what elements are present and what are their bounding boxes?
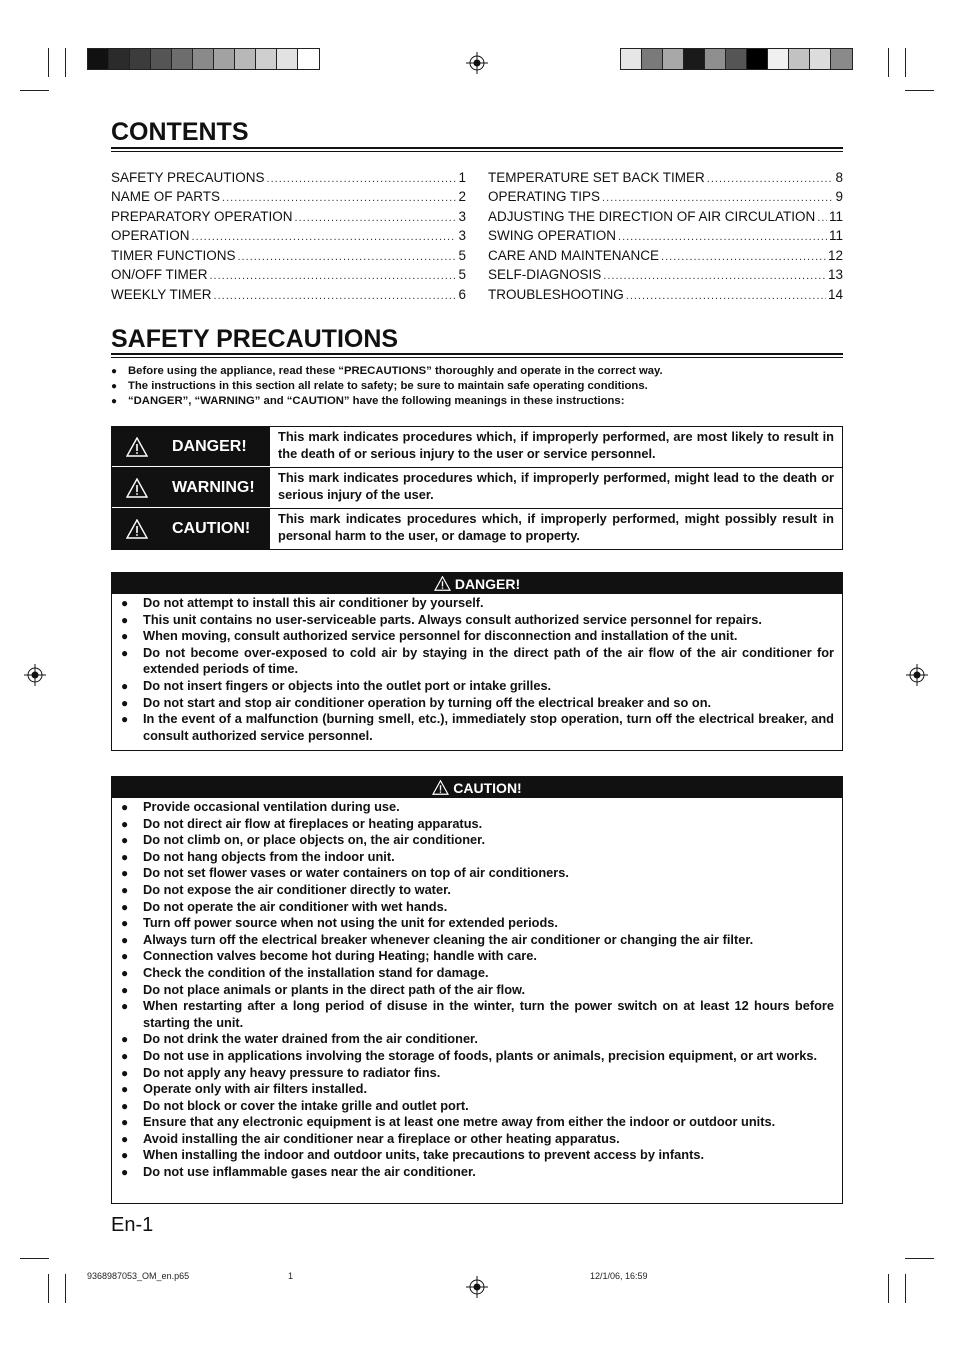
warning-triangle-icon (126, 478, 148, 498)
list-item (120, 695, 834, 712)
definition-label: WARNING! (172, 478, 255, 496)
warning-triangle-icon (432, 780, 449, 795)
registration-mark-icon (466, 1276, 488, 1298)
list-item (120, 1081, 834, 1098)
title-rule (111, 353, 843, 355)
color-swatch (663, 49, 684, 69)
list-item-text: When moving, consult authorized service personnel for disconnection and installation of the unit. (143, 628, 738, 644)
list-item (120, 816, 834, 833)
color-swatch (298, 49, 319, 69)
list-item (120, 915, 834, 932)
danger-list (112, 594, 842, 744)
crop-mark (905, 1258, 934, 1259)
toc-entry[interactable] (488, 243, 843, 263)
list-item-text: In the event of a malfunction (burning smell, etc.), immediately stop operation, turn off the electrical breaker, and consult authorized service personnel. (143, 711, 834, 743)
list-item-text: Operate only with air filters installed. (143, 1081, 368, 1097)
toc-leader-dots (295, 212, 457, 224)
definition-text: This mark indicates procedures which, if improperly performed, might lead to the death or serious injury of the user. (278, 470, 834, 502)
definition-text: This mark indicates procedures which, if improperly performed, are most likely to result in the death of or serious injury to the user or service personnel. (278, 429, 834, 461)
list-item-text: Provide occasional ventilation during use. (143, 799, 400, 814)
toc-entry-label: OPERATING TIPS (488, 189, 601, 204)
bullet-icon: ● (121, 1131, 129, 1146)
crop-mark (888, 48, 889, 77)
list-item-text: Do not set flower vases or water containers on top of air conditioners. (143, 865, 569, 881)
hazard-definitions-table (111, 426, 843, 550)
toc-entry[interactable] (111, 224, 466, 244)
toc-entry-page: 3 (458, 228, 466, 243)
list-item (120, 1114, 834, 1131)
list-item (120, 932, 834, 949)
toc-entry[interactable] (111, 165, 466, 185)
bullet-icon: ● (121, 866, 129, 881)
definition-row-caution (112, 509, 842, 549)
bullet-icon: ● (121, 712, 129, 727)
footer-page: 1 (288, 1271, 294, 1281)
color-swatch (684, 49, 705, 69)
bullet-icon: ● (121, 1048, 129, 1063)
definition-label: CAUTION! (172, 520, 251, 537)
bullet-icon: ● (121, 1098, 129, 1113)
intro-item: ● “DANGER”, “WARNING” and “CAUTION” have the following meanings in these instructions: (111, 395, 625, 408)
toc-leader-dots (222, 192, 456, 204)
toc-entry-page: 2 (458, 189, 466, 204)
bullet-icon: ● (121, 678, 129, 693)
toc-entry-page: 5 (458, 247, 466, 263)
title-rule (111, 147, 843, 149)
color-swatch (789, 49, 810, 69)
list-item-text: This unit contains no user-serviceable parts. Always consult authorized service personnel for repairs. (143, 611, 762, 627)
list-item (120, 1048, 834, 1065)
bullet-icon: ● (121, 999, 129, 1014)
toc-entry-page: 8 (835, 169, 843, 185)
list-item (120, 982, 834, 999)
list-item (120, 595, 834, 612)
list-item (120, 1065, 834, 1082)
intro-item: ● The instructions in this section all relate to safety; be sure to maintain safe operating conditions. (111, 380, 648, 393)
bullet-icon: ● (121, 1082, 129, 1097)
crop-mark (905, 48, 906, 77)
registration-mark-icon (466, 52, 488, 74)
list-item (120, 612, 834, 629)
list-item-text: Do not block or cover the intake grille and outlet port. (143, 1097, 469, 1113)
bullet-icon: ● (121, 1115, 129, 1130)
toc-leader-dots (238, 251, 457, 263)
toc-entry-page: 5 (458, 267, 466, 282)
list-item-text: Do not direct air flow at fireplaces or heating apparatus. (143, 815, 483, 831)
toc-entry[interactable] (488, 224, 843, 244)
toc-leader-dots (602, 192, 833, 204)
toc-entry-label: SELF-DIAGNOSIS (488, 267, 602, 282)
toc-entry-label: SWING OPERATION (488, 228, 617, 243)
toc-entry-page: 14 (827, 286, 843, 302)
danger-box (111, 572, 843, 751)
toc-entry-label: NAME OF PARTS (111, 189, 221, 204)
list-item (120, 865, 834, 882)
toc-entry-label: TROUBLESHOOTING (488, 286, 624, 302)
bullet-icon: ● (121, 612, 129, 627)
toc-entry-page: 13 (827, 267, 843, 282)
list-item (120, 965, 834, 982)
danger-box-heading: DANGER! (112, 573, 842, 594)
toc-entry-label: ON/OFF TIMER (111, 267, 208, 282)
toc-entry[interactable] (488, 204, 843, 224)
toc-entry[interactable] (111, 243, 466, 263)
color-swatch (235, 49, 256, 69)
toc-entry-label: TEMPERATURE SET BACK TIMER (488, 169, 705, 185)
toc-leader-dots (817, 212, 827, 224)
color-swatch (705, 49, 726, 69)
intro-item: ● Before using the appliance, read these “PRECAUTIONS” thoroughly and operate in the correct way. (111, 365, 663, 377)
list-item (120, 882, 834, 899)
caution-box-heading: CAUTION! (112, 777, 842, 798)
crop-mark (48, 48, 49, 77)
color-swatch (726, 49, 747, 69)
bullet-icon: ● (121, 982, 129, 997)
crop-mark (20, 1258, 49, 1259)
list-item (120, 1031, 834, 1048)
list-item (120, 799, 834, 816)
color-swatch (88, 49, 109, 69)
title-rule (111, 151, 843, 152)
caution-list (112, 798, 842, 1181)
toc-leader-dots (192, 231, 457, 243)
bullet-icon: ● (121, 916, 129, 931)
safety-title: SAFETY PRECAUTIONS (111, 325, 399, 353)
color-swatch (214, 49, 235, 69)
bullet-icon: ● (121, 1032, 129, 1047)
color-swatch (256, 49, 277, 69)
toc-leader-dots (618, 231, 827, 243)
list-item-text: Do not operate the air conditioner with wet hands. (143, 898, 448, 914)
color-swatch (277, 49, 298, 69)
crop-mark (65, 1274, 66, 1303)
definition-text: This mark indicates procedures which, if improperly performed, might possibly result in personal harm to the user, or damage to property. (278, 511, 834, 543)
color-swatch (768, 49, 789, 69)
definition-row-warning (112, 468, 842, 509)
toc-entry[interactable] (488, 282, 843, 302)
list-item-text: Do not insert fingers or objects into the outlet port or intake grilles. (143, 677, 552, 693)
toc-entry-label: OPERATION (111, 228, 190, 243)
bullet-icon: ● (121, 1148, 129, 1163)
crop-mark (888, 1274, 889, 1303)
list-item (120, 1164, 834, 1181)
contents-title: CONTENTS (111, 118, 249, 146)
toc-entry[interactable] (111, 282, 466, 302)
list-item-text: Do not drink the water drained from the air conditioner. (143, 1031, 478, 1047)
toc-entry[interactable] (111, 185, 466, 205)
list-item (120, 678, 834, 695)
footer-file: 9368987053_OM_en.p65 (87, 1271, 190, 1281)
bullet-icon: ● (121, 949, 129, 964)
toc-entry-page: 6 (458, 286, 466, 302)
list-item-text: Check the condition of the installation stand for damage. (143, 964, 489, 980)
crop-mark (48, 1274, 49, 1303)
list-item-text: Do not place animals or plants in the direct path of the air flow. (143, 981, 526, 997)
toc-entry-label: ADJUSTING THE DIRECTION OF AIR CIRCULATION (488, 208, 816, 224)
color-swatch (151, 49, 172, 69)
toc-column-right (488, 165, 843, 302)
toc-leader-dots (626, 290, 826, 302)
toc-entry-page: 11 (828, 228, 843, 243)
toc-entry-label: WEEKLY TIMER (111, 286, 212, 302)
toc-entry-label: PREPARATORY OPERATION (111, 208, 293, 224)
list-item (120, 832, 834, 849)
list-item (120, 899, 834, 916)
bullet-icon: ● (121, 629, 129, 644)
warning-triangle-icon (126, 519, 148, 539)
crop-mark (905, 90, 934, 91)
list-item-text: When installing the indoor and outdoor units, take precautions to prevent access by infants. (143, 1147, 705, 1163)
title-rule (111, 357, 843, 358)
toc-entry-page: 12 (827, 247, 843, 263)
toc-entry-page: 3 (458, 208, 466, 224)
list-item-text: Connection valves become hot during Heating; handle with care. (143, 948, 537, 964)
toc-leader-dots (214, 290, 457, 302)
list-item (120, 998, 834, 1031)
toc-leader-dots (603, 270, 826, 282)
list-item (120, 1098, 834, 1115)
bullet-icon: ● (121, 849, 129, 864)
crop-mark (905, 1274, 906, 1303)
caution-box (111, 776, 843, 1204)
list-item-text: Do not use inflammable gases near the air conditioner. (143, 1164, 476, 1180)
definition-row-danger (112, 427, 842, 468)
bullet-icon: ● (121, 833, 129, 848)
toc-entry[interactable] (488, 165, 843, 185)
registration-mark-icon (906, 664, 928, 686)
toc-entry[interactable] (111, 263, 466, 283)
color-swatch (172, 49, 193, 69)
bullet-icon: ● (121, 695, 129, 710)
list-item (120, 711, 834, 744)
bullet-icon: ● (121, 596, 129, 610)
list-item (120, 948, 834, 965)
warning-triangle-icon (126, 437, 148, 457)
bullet-icon: ● (121, 1065, 129, 1080)
color-swatch (810, 49, 831, 69)
list-item-text: Turn off power source when not using the unit for extended periods. (143, 915, 558, 931)
list-item-text: When restarting after a long period of disuse in the winter, turn the power switch on at least 12 hours before starting the unit. (143, 998, 834, 1030)
color-calibration-bar (620, 48, 853, 70)
warning-triangle-icon (434, 576, 451, 591)
intro-list (111, 364, 851, 410)
toc-entry-page: 11 (828, 208, 843, 224)
bullet-icon: ● (121, 899, 129, 914)
footer-date: 12/1/06, 16:59 (590, 1271, 648, 1281)
list-item-text: Do not climb on, or place objects on, the air conditioner. (143, 832, 485, 848)
list-item (120, 849, 834, 866)
bullet-icon: ● (121, 932, 129, 947)
color-swatch (621, 49, 642, 69)
bullet-icon: ● (121, 965, 129, 980)
list-item-text: Do not apply any heavy pressure to radiator fins. (143, 1064, 441, 1080)
bullet-icon: ● (121, 882, 129, 897)
toc-entry-label: TIMER FUNCTIONS (111, 247, 236, 263)
definition-label: DANGER! (172, 437, 247, 455)
color-swatch (642, 49, 663, 69)
list-item-text: Do not expose the air conditioner directly to water. (143, 881, 451, 897)
list-item-text: Always turn off the electrical breaker whenever cleaning the air conditioner or changing the air filter. (143, 931, 754, 947)
page-number: En-1 (111, 1214, 154, 1236)
list-item-text: Do not hang objects from the indoor unit. (143, 848, 395, 864)
toc-leader-dots (707, 173, 834, 185)
list-item (120, 1147, 834, 1164)
toc-entry[interactable] (488, 263, 843, 283)
toc-leader-dots (267, 173, 457, 185)
toc-leader-dots (661, 251, 826, 263)
color-swatch (130, 49, 151, 69)
registration-mark-icon (24, 664, 46, 686)
list-item-text: Do not start and stop air conditioner operation by turning off the electrical breaker and so on. (143, 694, 712, 710)
toc-entry-label: CARE AND MAINTENANCE (488, 247, 660, 263)
list-item (120, 628, 834, 645)
list-item-text: Do not use in applications involving the storage of foods, plants or animals, precision equipment, or art works. (143, 1047, 818, 1063)
bullet-icon: ● (121, 800, 129, 814)
list-item-text: Avoid installing the air conditioner near a fireplace or other heating apparatus. (143, 1130, 620, 1146)
toc-entry-page: 9 (835, 189, 843, 204)
toc-entry[interactable] (488, 185, 843, 205)
crop-mark (65, 48, 66, 77)
color-swatch (747, 49, 768, 69)
toc-leader-dots (210, 270, 457, 282)
list-item-text: Do not attempt to install this air conditioner by yourself. (143, 595, 484, 610)
toc-entry[interactable] (111, 204, 466, 224)
list-item (120, 645, 834, 678)
bullet-icon: ● (121, 645, 129, 660)
crop-mark (20, 90, 49, 91)
toc-entry-label: SAFETY PRECAUTIONS (111, 169, 265, 185)
bullet-icon: ● (121, 1165, 129, 1180)
bullet-icon: ● (121, 816, 129, 831)
color-swatch (831, 49, 852, 69)
toc-entry-page: 1 (458, 169, 466, 185)
list-item-text: Ensure that any electronic equipment is at least one metre away from either the indoor or outdoor units. (143, 1114, 776, 1130)
list-item-text: Do not become over-exposed to cold air by staying in the direct path of the air flow of the air conditioner for extended periods of time. (143, 644, 834, 677)
color-swatch (109, 49, 130, 69)
color-swatch (193, 49, 214, 69)
toc-column-left (111, 165, 466, 302)
list-item (120, 1131, 834, 1148)
color-calibration-bar (87, 48, 320, 70)
